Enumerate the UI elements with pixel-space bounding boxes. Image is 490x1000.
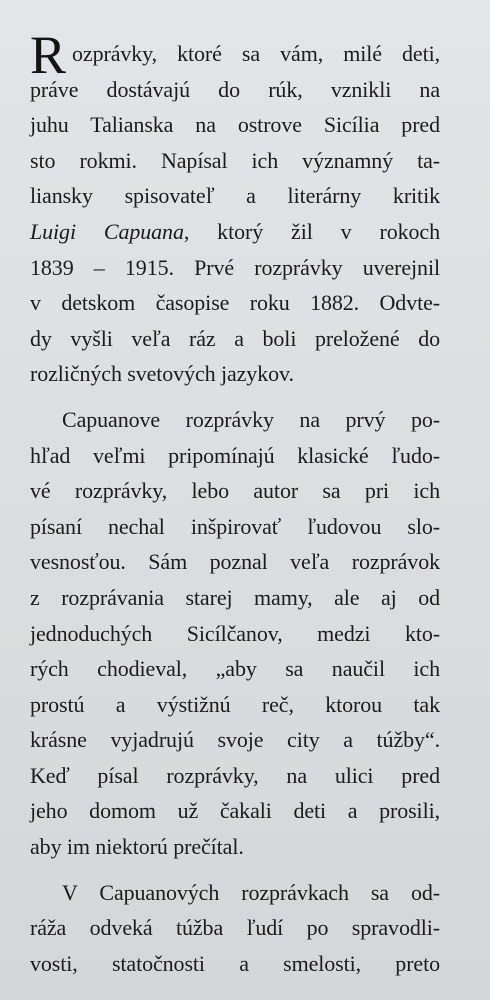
text-line: písaní nechal inšpirovať ľudovou slo-: [30, 513, 440, 539]
text-line: ráža odveká túžba ľudí po spravodli-: [30, 915, 440, 941]
text-line: sto rokmi. Napísal ich významný ta-: [30, 147, 440, 173]
text-line: hľad veľmi pripomínajú klasické ľudo-: [30, 442, 440, 468]
text-line: liansky spisovateľ a literárny kritik: [30, 183, 440, 209]
document-page: [30, 25, 440, 981]
text-line: jednoduchých Sicílčanov, medzi kto-: [30, 620, 440, 646]
text-line: aby im niektorú prečítal.: [30, 834, 244, 860]
text-line: vé rozprávky, lebo autor sa pri ich: [30, 478, 440, 504]
text-line: rozličných svetových jazykov.: [30, 361, 294, 387]
text-line: juhu Talianska na ostrove Sicília pred: [30, 112, 440, 138]
paragraph-gap: [30, 392, 440, 402]
paragraph-2: [30, 402, 440, 865]
text-line: jeho domom už čakali deti a prosili,: [30, 798, 440, 824]
text-line: vesnosťou. Sám poznal veľa rozprávok: [30, 549, 440, 575]
text-line: rých chodieval, „aby sa naučil ich: [30, 656, 440, 682]
author-name: Luigi Capuana: [30, 218, 184, 244]
text-line: dy vyšli veľa ráz a boli preložené do: [30, 325, 440, 351]
text-line: Keď písal rozprávky, na ulici pred: [30, 762, 440, 788]
text-line: krásne vyjadrujú svoje city a túžby“.: [30, 727, 440, 753]
text-line: Luigi Capuana, ktorý žil v rokoch: [30, 218, 440, 244]
text-line: práve dostávajú do rúk, vznikli na: [30, 76, 440, 102]
text-line: z rozprávania starej mamy, ale aj od: [30, 584, 440, 610]
paragraph-1: [30, 25, 440, 392]
drop-cap: R: [30, 25, 66, 85]
text-line: R ozprávky, ktoré sa vám, milé deti,: [30, 25, 440, 85]
paragraph-3: [30, 875, 440, 982]
text-line: vosti, statočnosti a smelosti, preto: [30, 950, 440, 976]
text-line: V Capuanových rozprávkach sa od-: [62, 879, 440, 905]
text-line: prostú a výstižnú reč, ktorou tak: [30, 691, 440, 717]
text-line: v detskom časopise roku 1882. Odvte-: [30, 290, 440, 316]
text-line: 1839 – 1915. Prvé rozprávky uverejnil: [30, 254, 440, 280]
text-line: Capuanove rozprávky na prvý po-: [62, 406, 440, 432]
paragraph-gap: [30, 865, 440, 875]
